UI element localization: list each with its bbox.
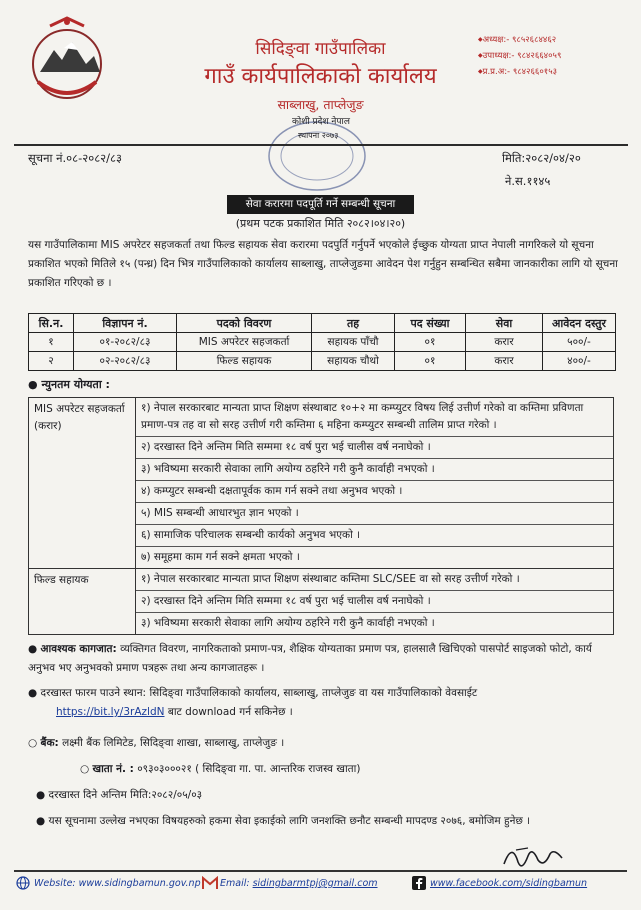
- circle-bullet-icon: ○: [80, 763, 93, 775]
- contact-chair: ◆ अध्यक्ष:- ९८५२६८४४६२: [478, 32, 561, 48]
- account-text: ०९३०३०००२१ ( सिदिङ्वा गा. पा. आन्तरिक राजस्व खाता): [137, 763, 361, 775]
- footer-rule: [14, 870, 627, 872]
- account-section: [80, 760, 610, 779]
- form-label: दरखास्त फारम पाउने स्थान:: [40, 687, 147, 699]
- stamp-line-1: कोशी प्रदेश नेपाल: [292, 117, 350, 127]
- email-link[interactable]: sidingbarmtpj@gmail.com: [252, 878, 378, 889]
- post-name: फिल्ड सहायक: [29, 569, 136, 634]
- cell: ०१-२०८२/८३: [74, 333, 177, 352]
- positions-table: [28, 313, 616, 371]
- account-label: खाता नं. :: [92, 763, 134, 775]
- list-item: १) नेपाल सरकारबाट मान्यता प्राप्त शिक्षण संस्थाबाट कम्तिमा SLC/SEE वा सो सरह उत्तीर्ण गरेको ।: [136, 569, 613, 591]
- form-section: [28, 684, 618, 722]
- bank-section: [28, 734, 618, 753]
- form-text: सिदिङ्वा गाउँपालिकाको कार्यालय, साब्लाखु, ताप्लेजुङ वा यस गाउँपालिकाको वेवसाईट: [149, 687, 478, 699]
- table-row: [29, 333, 616, 352]
- email-label: Email:: [220, 878, 250, 889]
- table-row: [29, 352, 616, 371]
- notice-title: सेवा करारमा पदपूर्ति गर्ने सम्बन्धी सूचना: [227, 195, 414, 214]
- qualifications-heading: ● न्युनतम योग्यता :: [28, 378, 110, 391]
- cell: १: [29, 333, 74, 352]
- circle-bullet-icon: ○: [28, 737, 41, 749]
- col-sn: सि.न.: [29, 314, 74, 333]
- contact-vice-chair: ◆ उपाध्यक्ष:- ९८४२६६४०५९: [478, 48, 561, 64]
- facebook-icon: [412, 876, 426, 890]
- documents-label: आवश्यक कागजात:: [40, 643, 117, 655]
- notice-subtitle: (प्रथम पटक प्रकाशित मिति २०८२।०४।२०): [235, 217, 406, 230]
- stamp-line-2: स्थापना २०७३: [298, 131, 339, 140]
- bank-label: बैंक:: [40, 737, 59, 749]
- org-name: सिदिङ्वा गाउँपालिका: [255, 39, 386, 59]
- col-post: पदको विवरण: [177, 314, 312, 333]
- col-ad-no: विज्ञापन नं.: [74, 314, 177, 333]
- bank-text: लक्ष्मी बैंक लिमिटेड, सिदिङ्वा शाखा, साब्लाखु, ताप्लेजुङ ।: [62, 737, 285, 749]
- documents-section: [28, 640, 618, 678]
- notice-body: यस गाउँपालिकामा MIS अपरेटर सहजकर्ता तथा फिल्ड सहायक सेवा करारमा पदपुर्ति गर्नुपर्ने भएकोले ईच्छुक योग्यता प्राप्त नेपाली नागरिकले यो सूचना प्रकाशित भएको मितिले १५ (पन्ध्र) दिन भित्र गाउँपालिकाको कार्यालय साब्लाखु, ताप्लेजुङमा आवेदन पेश गर्नुहुन सम्बन्धित सबैमा जानकारीका लागि यो सूचना प्रकाशित गरिएको छ ।: [28, 239, 618, 289]
- list-item: २) दरखास्त दिने अन्तिम मिति सम्ममा १८ वर्ष पुरा भई चालीस वर्ष ननाघेको ।: [136, 591, 613, 613]
- page-footer: [0, 868, 641, 910]
- col-level: तह: [312, 314, 395, 333]
- footer-website[interactable]: Website: www.sidingbamun.gov.np: [34, 878, 201, 889]
- cell: करार: [466, 352, 543, 371]
- list-item: ४) कम्प्युटर सम्बन्धी दक्षतापूर्वक काम गर्न सक्ने तथा अनुभव भएको ।: [136, 481, 613, 503]
- nepal-sambat-number: ने.स.११४५: [505, 174, 551, 188]
- cell: ०२-२०८२/८३: [74, 352, 177, 371]
- contact-cao: ◆ प्र.प्र.अ:- ९८४२६६०१५३: [478, 64, 561, 80]
- list-item: ३) भविष्यमा सरकारी सेवाका लागि अयोग्य ठहरिने गरी कुनै कार्वाही नभएको ।: [141, 617, 435, 629]
- form-download-link[interactable]: https://bit.ly/3rAzldN: [56, 706, 165, 718]
- col-count: पद संख्या: [395, 314, 466, 333]
- bullet-icon: ●: [36, 789, 49, 801]
- cell: MIS अपरेटर सहजकर्ता: [177, 333, 312, 352]
- notice-date: मिति:२०८२/०४/२०: [502, 151, 581, 165]
- office-stamp-icon: [262, 112, 372, 194]
- list-item: ३) भविष्यमा सरकारी सेवाका लागि अयोग्य ठहरिने गरी कुनै कार्वाही नभएको ।: [136, 459, 613, 481]
- cell: ०१: [395, 352, 466, 371]
- header-rule: [14, 144, 628, 146]
- table-header-row: [29, 314, 616, 333]
- mail-icon: [202, 876, 218, 890]
- cell: फिल्ड सहायक: [177, 352, 312, 371]
- form-after-link: बाट download गर्न सकिनेछ ।: [167, 706, 293, 718]
- list-item: १) नेपाल सरकारबाट मान्यता प्राप्त शिक्षण संस्थाबाट १०+२ मा कम्प्युटर विषय लिई उत्तीर्ण गरेको वा कम्तिमा प्रविणता प्रमाण-पत्र तह वा सो सरह उत्तीर्ण गरी कम्तिमा ६ महिना कम्प्युटर सम्बन्धी तालिम प्राप्त गरेको ।: [136, 398, 613, 437]
- cell: सहायक चौथो: [312, 352, 395, 371]
- qualification-group: [29, 398, 613, 568]
- globe-icon: [16, 876, 30, 890]
- office-address: साब्लाखु, ताप्लेजुङ: [277, 97, 364, 112]
- contact-list: [478, 32, 561, 80]
- cell: २: [29, 352, 74, 371]
- cell: करार: [466, 333, 543, 352]
- cell: ०१: [395, 333, 466, 352]
- list-item: २) दरखास्त दिने अन्तिम मिति सम्ममा १८ वर्ष पुरा भई चालीस वर्ष ननाघेको ।: [136, 437, 613, 459]
- bullet-icon: ●: [28, 643, 41, 655]
- footer-email: [220, 878, 378, 889]
- note-line: ● यस सूचनामा उल्लेख नभएका विषयहरुको हकमा सेवा इकाईको लागि जनशक्ति छनौट सम्बन्धी मापदण्ड २०७६, बमोजिम हुनेछ ।: [36, 815, 531, 827]
- col-fee: आवेदन दस्तुर: [543, 314, 616, 333]
- cell: ५००/-: [543, 333, 616, 352]
- list-item: ६) सामाजिक परिचालक सम्बन्धी कार्यको अनुभव भएको ।: [136, 525, 613, 547]
- bullet-icon: ●: [36, 815, 49, 827]
- post-name: MIS अपरेटर सहजकर्ता (करार): [29, 398, 136, 568]
- list-item: ७) समूहमा काम गर्न सक्ने क्षमता भएको ।: [141, 551, 300, 563]
- footer-facebook[interactable]: www.facebook.com/sidingbamun: [430, 878, 588, 889]
- notice-number: सूचना नं.०८-२०८२/८३: [28, 151, 122, 165]
- deadline-line: ● दरखास्त दिने अन्तिम मिति:२०८२/०५/०३: [36, 789, 203, 801]
- bullet-icon: ●: [28, 378, 42, 391]
- qualification-list: [136, 398, 613, 568]
- qualification-group: [29, 568, 613, 634]
- qualifications-table: [28, 397, 614, 635]
- office-name: गाउँ कार्यपालिकाको कार्यालय: [204, 64, 437, 89]
- list-item: ५) MIS सम्बन्धी आधारभुत ज्ञान भएको ।: [136, 503, 613, 525]
- qualification-list: [136, 569, 613, 634]
- cell: सहायक पाँचौ: [312, 333, 395, 352]
- col-service: सेवा: [466, 314, 543, 333]
- documents-text: व्यक्तिगत विवरण, नागरिकताको प्रमाण-पत्र, शैक्षिक योग्यताका प्रमाण पत्र, हालसालै खिचिएको पासपोर्ट साइजको फोटो, कार्य अनुभव भए अनुभवको प्रमाण पत्रहरू तथा अन्य कागजातहरू ।: [28, 643, 592, 674]
- cell: ४००/-: [543, 352, 616, 371]
- bullet-icon: ●: [28, 687, 41, 699]
